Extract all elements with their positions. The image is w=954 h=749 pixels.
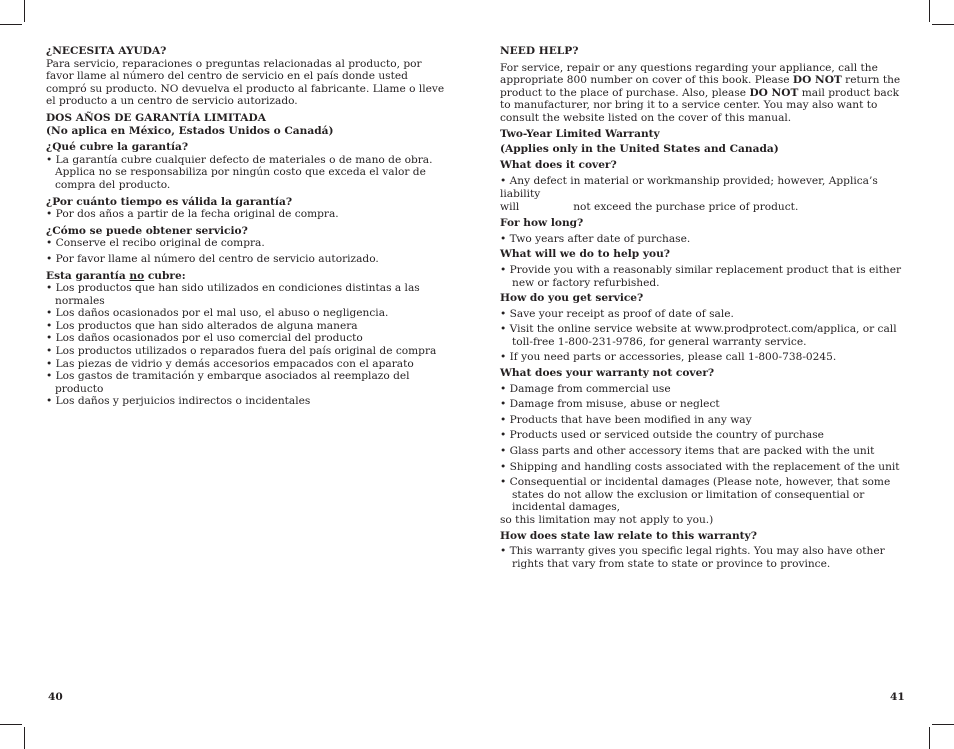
duration-question: ¿Por cuánto tiempo es válida la garantía? (46, 195, 293, 208)
list-item: • Shipping and handling costs associated with the replacement of the unit (500, 460, 900, 473)
crop-mark (24, 0, 25, 22)
help-heading: ¿NECESITA AYUDA? (46, 45, 167, 57)
service-question: How do you get service? (500, 292, 644, 305)
list-item: • If you need parts or accessories, please call 1-800-738-0245. (500, 351, 837, 364)
list-item: • Two years after date of purchase. (500, 232, 691, 245)
crop-mark (929, 0, 930, 22)
crop-mark (0, 24, 22, 25)
crop-mark (929, 727, 930, 749)
list-item: • La garantía cubre cualquier defecto de materiales o de mano de obra. Applica no se responsabiliza por ningún costo que exceda el valor de compra del producto. (46, 153, 433, 191)
coverage-question: ¿Qué cubre la garantía? (46, 141, 189, 154)
page-number-right: 41 (890, 691, 905, 703)
service-question: ¿Cómo se puede obtener servicio? (46, 224, 248, 237)
list-item: • Products that have been modified in any way (500, 413, 752, 426)
list-item: • Por dos años a partir de la fecha original de compra. (46, 208, 339, 221)
list-item: • Los daños ocasionados por el uso comercial del producto (46, 332, 363, 345)
warranty-subheading: (No aplica en México, Estados Unidos o Canadá) (46, 124, 334, 137)
duration-question: For how long? (500, 217, 584, 230)
exclusions-question: What does your warranty not cover? (500, 367, 715, 380)
list-item: • Los gastos de tramitación y embarque asociados al reemplazo del producto (46, 370, 410, 395)
english-page (500, 45, 912, 570)
list-item: • This warranty gives you specific legal rights. You may also have other rights that vary from state to state or province to province. (500, 545, 885, 570)
list-item: • Any defect in material or workmanship provided; however, Applica’s liability will not exceed the purchase price of product. (500, 175, 878, 213)
help-body: Para servicio, reparaciones o preguntas relacionadas al producto, por favor llame al número del centro de servicio en el país donde usted compró su producto. NO devuelva el producto al fabricante. Llame o lleve el producto a un centro de servicio autorizado. (46, 57, 445, 108)
list-item: • Los productos que han sido utilizados en condiciones distintas a las normales (46, 282, 420, 307)
list-item: • Damage from misuse, abuse or neglect (500, 398, 720, 411)
list-item: • Glass parts and other accessory items that are packed with the unit (500, 445, 875, 458)
coverage-question: What does it cover? (500, 158, 617, 171)
list-item: • Save your receipt as proof of date of sale. (500, 307, 734, 320)
help-heading: NEED HELP? (500, 45, 579, 57)
crop-mark (932, 24, 954, 25)
list-item: • Conserve el recibo original de compra. (46, 237, 265, 250)
list-item: • Products used or serviced outside the country of purchase (500, 429, 824, 442)
list-item: • Provide you with a reasonably similar replacement product that is either new or factory refurbished. (500, 263, 902, 289)
help-body: For service, repair or any questions regarding your appliance, call the appropriate 800 number on cover of this book. Please DO NOT return the product to the place of purchase. Also, please DO NOT mail product back to manufacturer, nor bring it to a service center. You may also want to consult the website listed on the cover of this manual. (500, 61, 901, 124)
warranty-subheading: (Applies only in the United States and Canada) (500, 143, 779, 156)
list-item: • Los productos que han sido alterados de alguna manera (46, 319, 358, 332)
state-law-question: How does state law relate to this warranty? (500, 529, 757, 542)
crop-mark (932, 724, 954, 725)
warranty-heading: DOS AÑOS DE GARANTÍA LIMITADA (46, 111, 266, 124)
list-item: • Las piezas de vidrio y demás accesorios empacados con el aparato (46, 357, 414, 370)
exclusions-question: Esta garantía no cubre: (46, 269, 186, 282)
list-item: • Consequential or incidental damages (Please note, however, that some states do not allow the exclusion or limitation of consequential or incidental damages, so this limitation may not apply to you.) (500, 476, 891, 526)
spanish-page (46, 45, 451, 408)
page-number-left: 40 (48, 691, 63, 703)
list-item: • Los daños ocasionados por el mal uso, el abuso o negligencia. (46, 307, 389, 320)
list-item: • Por favor llame al número del centro de servicio autorizado. (46, 252, 379, 265)
list-item: • Damage from commercial use (500, 382, 671, 395)
crop-mark (24, 727, 25, 749)
list-item: • Visit the online service website at www.prodprotect.com/applica, or call toll-free 1-800-231-9786, for general warranty service. (500, 323, 897, 348)
crop-mark (0, 724, 22, 725)
warranty-heading: Two-Year Limited Warranty (500, 127, 660, 140)
list-item: • Los daños y perjuicios indirectos o incidentales (46, 395, 311, 408)
list-item: • Los productos utilizados o reparados fuera del país original de compra (46, 345, 437, 358)
help-question: What will we do to help you? (500, 248, 670, 261)
